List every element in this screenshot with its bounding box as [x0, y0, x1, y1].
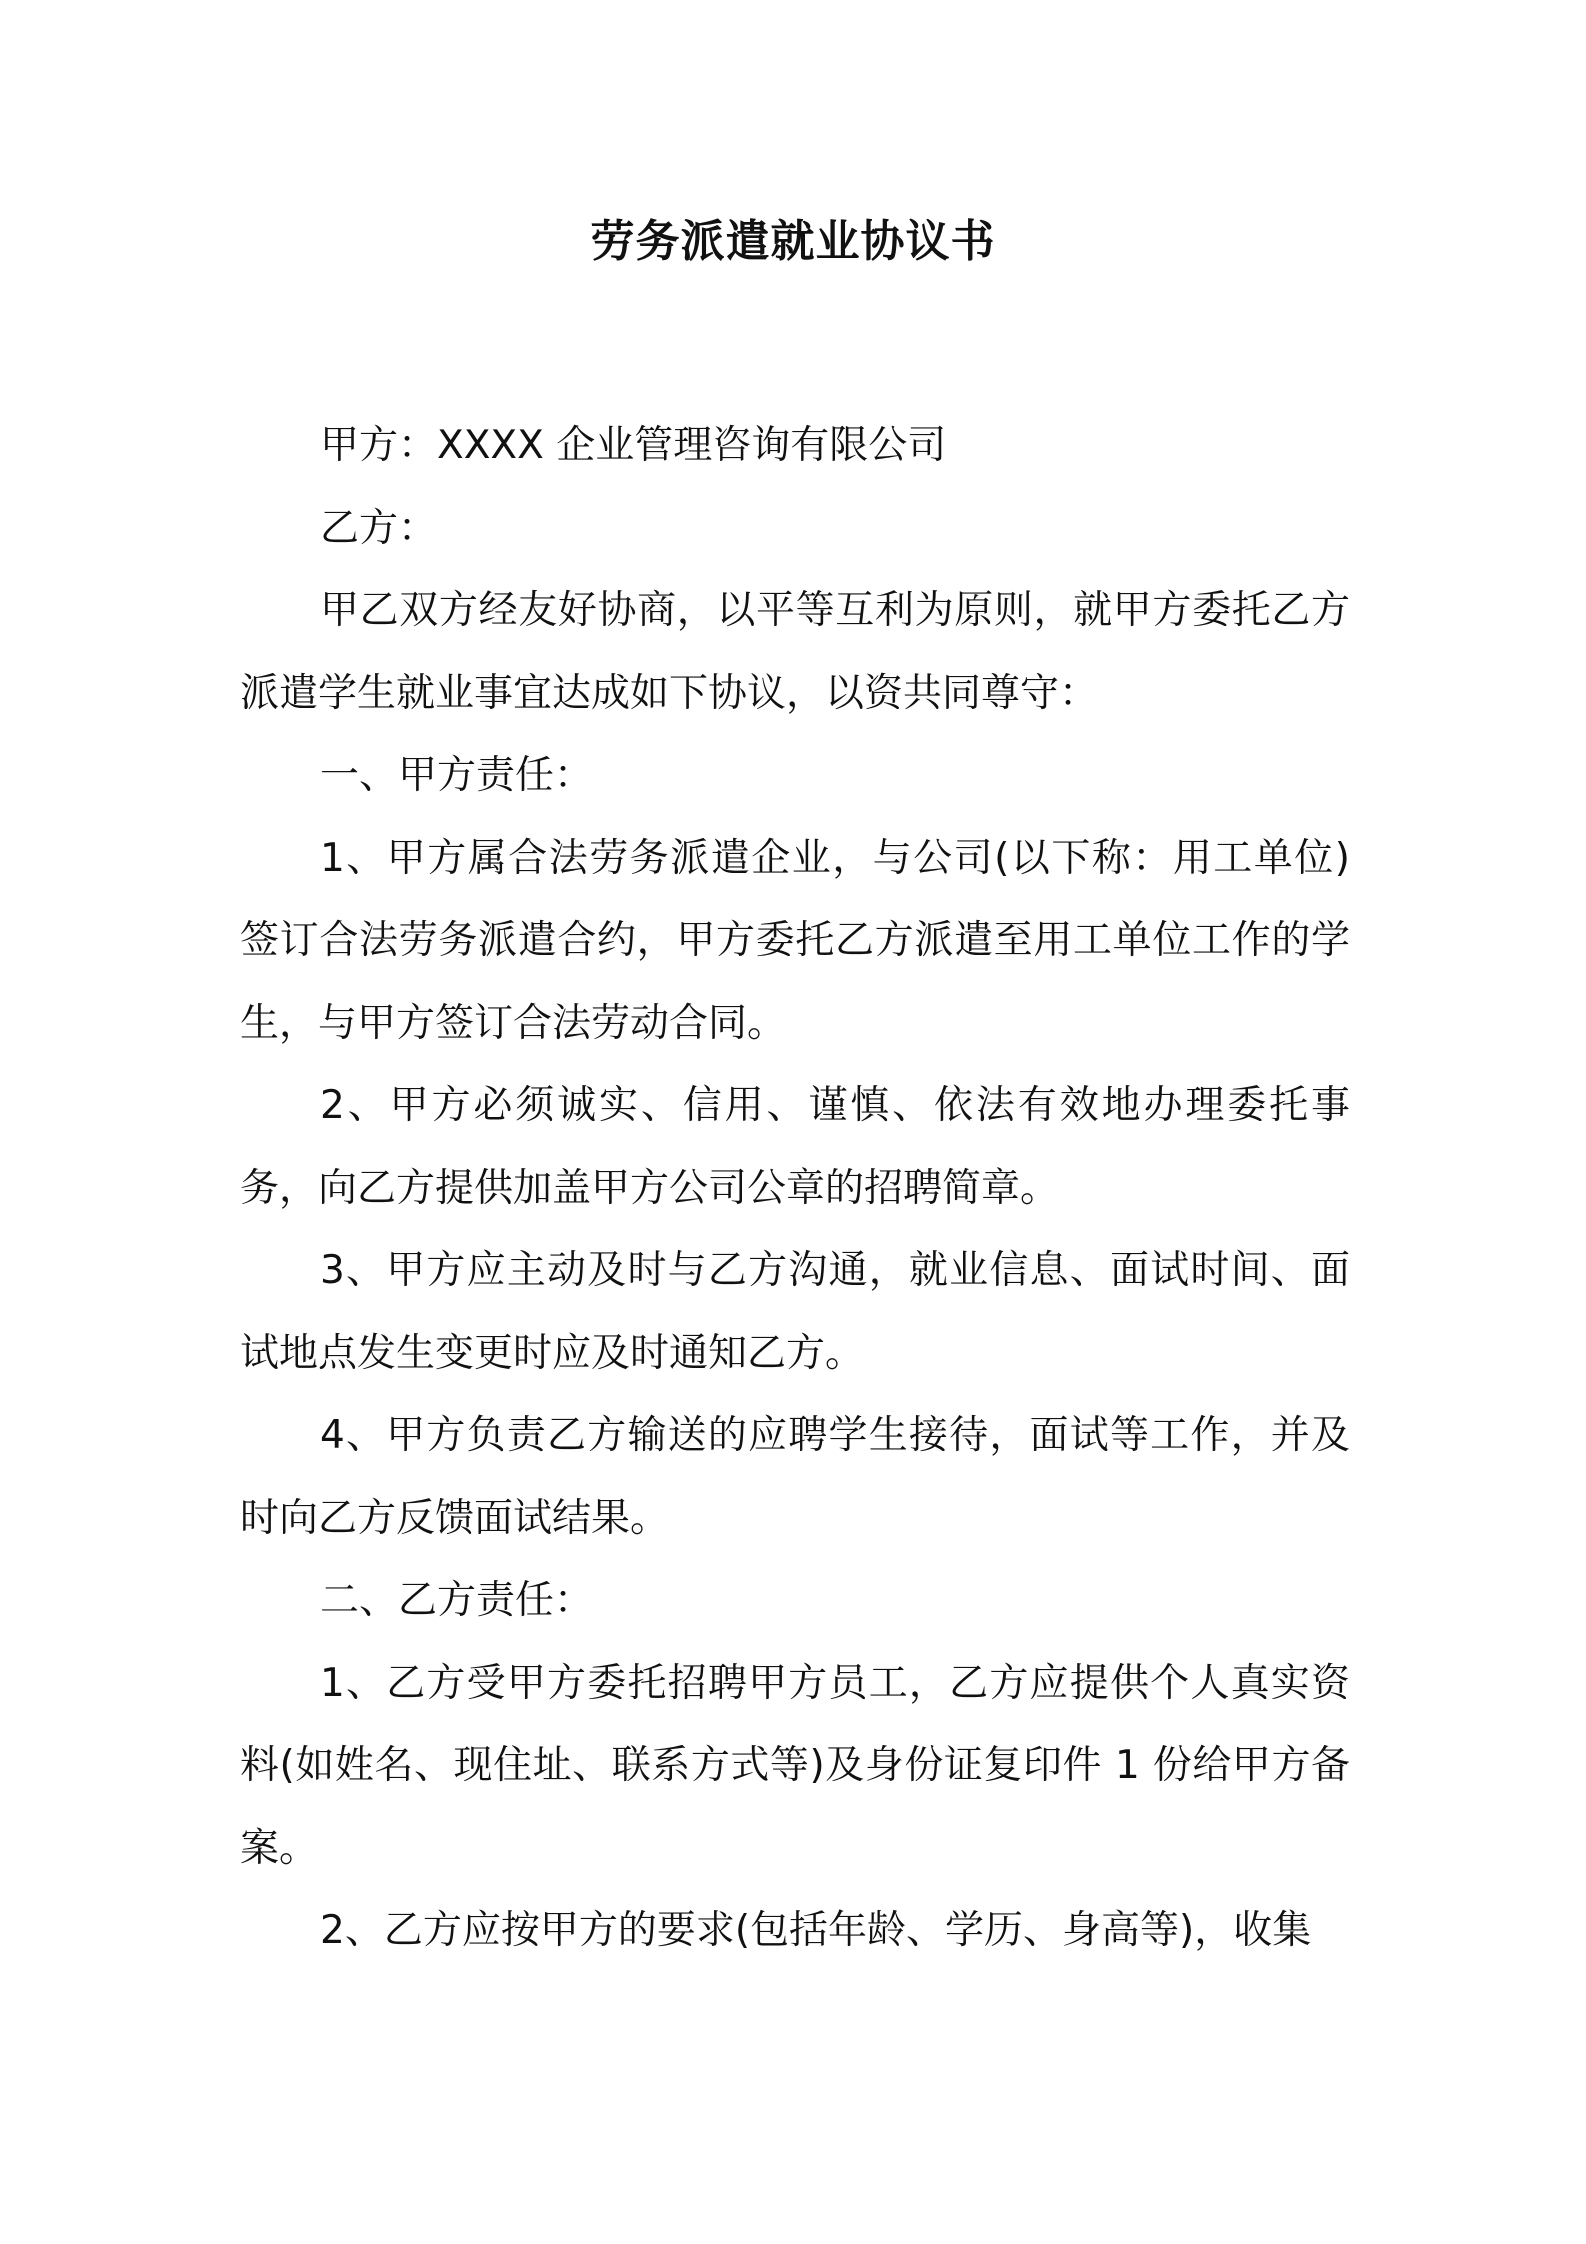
clause-paragraph: 3、甲方应主动及时与乙方沟通，就业信息、面试时间、面试地点发生变更时应及时通知乙方。	[240, 1248, 1350, 1376]
clause-paragraph: 2、甲方必须诚实、信用、谨慎、依法有效地办理委托事务，向乙方提供加盖甲方公司公章的招聘简章。	[240, 1083, 1350, 1211]
section-heading-party-a: 一、甲方责任：	[320, 753, 594, 798]
section-heading-party-b: 二、乙方责任：	[320, 1578, 594, 1623]
clause-paragraph: 2、乙方应按甲方的要求(包括年龄、学历、身高等)，收集	[320, 1908, 1312, 1953]
clause-paragraph: 1、乙方受甲方委托招聘甲方员工，乙方应提供个人真实资料(如姓名、现住址、联系方式等)及身份证复印件 1 份给甲方备案。	[240, 1660, 1350, 1871]
intro-paragraph: 甲乙双方经友好协商，以平等互利为原则，就甲方委托乙方派遣学生就业事宜达成如下协议，以资共同尊守：	[240, 588, 1350, 716]
party-b-line: 乙方：	[320, 505, 438, 551]
party-a-line: 甲方：XXXX 企业管理咨询有限公司	[320, 423, 947, 468]
clause-paragraph: 1、甲方属合法劳务派遣企业，与公司(以下称：用工单位)签订合法劳务派遣合约，甲方委托乙方派遣至用工单位工作的学生，与甲方签订合法劳动合同。	[240, 835, 1350, 1046]
clause-paragraph: 4、甲方负责乙方输送的应聘学生接待，面试等工作，并及时向乙方反馈面试结果。	[240, 1413, 1350, 1541]
document-title: 劳务派遣就业协议书	[590, 216, 996, 267]
document-body	[240, 405, 1350, 1973]
